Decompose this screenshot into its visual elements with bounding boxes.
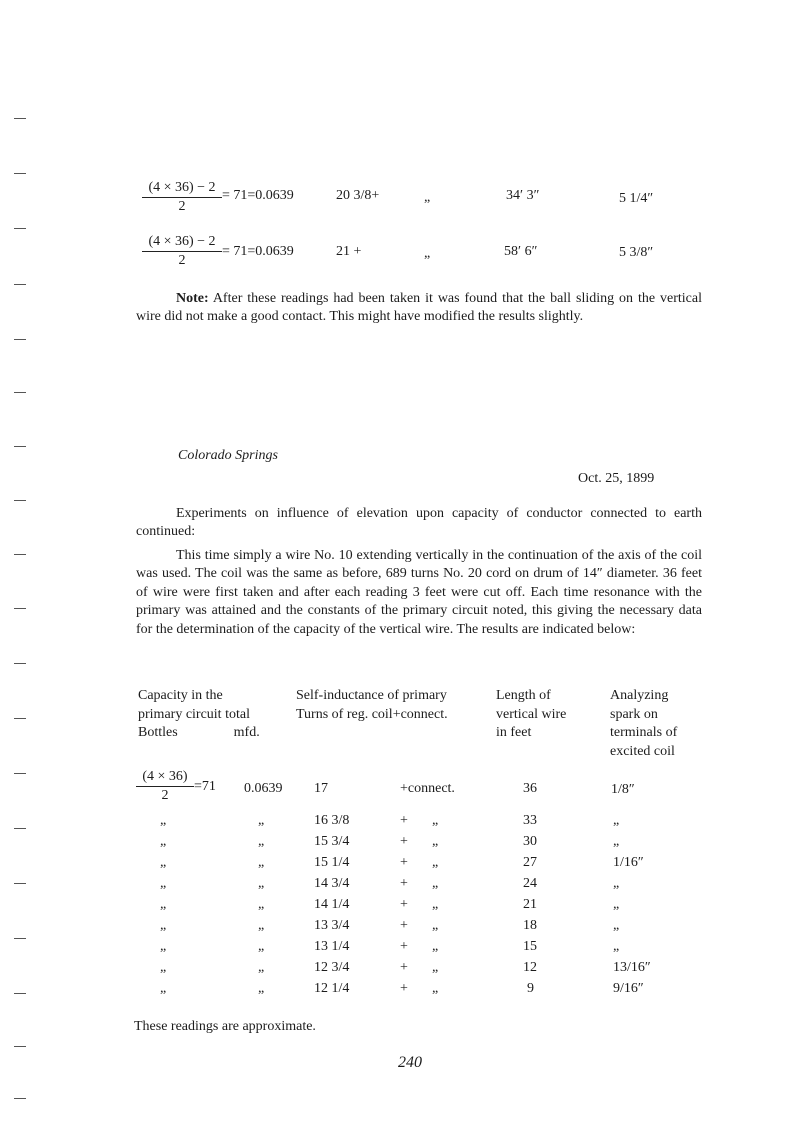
turns-value: 16 3/8 — [314, 813, 350, 828]
margin-mark — [14, 446, 26, 447]
ditto-mark: „ — [424, 246, 431, 261]
turns-value: 12 1/4 — [314, 981, 350, 996]
length-value: 24 — [523, 876, 537, 891]
connect-ditto-mark: „ — [432, 981, 439, 996]
turns-value: 14 1/4 — [314, 897, 350, 912]
connect-ditto-mark: „ — [432, 897, 439, 912]
place-heading: Colorado Springs — [178, 448, 278, 463]
connect-ditto-mark: „ — [432, 960, 439, 975]
spark-value: 1/8″ — [611, 782, 635, 797]
turns-value: 12 3/4 — [314, 960, 350, 975]
equation-value: =71 — [194, 779, 216, 794]
plus-sign: + — [400, 960, 408, 975]
note-text: After these readings had been taken it was found that the ball sliding on the vertical wire did not make a good contact. This might have modified the results slightly. — [136, 291, 702, 325]
mfd-ditto-mark: „ — [258, 918, 265, 933]
note-label: Note: — [176, 291, 209, 306]
ditto-mark: „ — [160, 855, 167, 870]
connect-ditto-mark: „ — [432, 855, 439, 870]
margin-mark — [14, 228, 26, 229]
mfd-ditto-mark: „ — [258, 939, 265, 954]
length-value: 33 — [523, 813, 537, 828]
turns-value: 21 + — [336, 244, 362, 259]
spark-value: 5 3/8″ — [619, 245, 654, 260]
turns-value: 15 3/4 — [314, 834, 350, 849]
turns-value: 13 1/4 — [314, 939, 350, 954]
ditto-mark: „ — [160, 918, 167, 933]
equation-value: = 71=0.0639 — [222, 188, 294, 203]
mfd-value: 0.0639 — [244, 781, 283, 796]
plus-sign: + — [400, 876, 408, 891]
margin-mark — [14, 1046, 26, 1047]
fraction-numerator: (4 × 36) − 2 — [148, 180, 216, 195]
spark-value: „ — [613, 876, 620, 891]
note-paragraph — [136, 290, 702, 327]
margin-mark — [14, 339, 26, 340]
plus-sign: + — [400, 981, 408, 996]
ditto-mark: „ — [160, 960, 167, 975]
spark-value: 1/16″ — [613, 855, 644, 870]
plus-sign: + — [400, 939, 408, 954]
mfd-ditto-mark: „ — [258, 897, 265, 912]
fraction-denominator: 2 — [161, 788, 169, 803]
mfd-ditto-mark: „ — [258, 855, 265, 870]
margin-mark — [14, 718, 26, 719]
spark-value: „ — [613, 918, 620, 933]
plus-sign: + — [400, 813, 408, 828]
margin-mark — [14, 392, 26, 393]
mfd-ditto-mark: „ — [258, 981, 265, 996]
length-value: 58′ 6″ — [504, 244, 538, 259]
margin-mark — [14, 938, 26, 939]
spark-value: „ — [613, 834, 620, 849]
spark-value: „ — [613, 813, 620, 828]
ditto-mark: „ — [160, 834, 167, 849]
plus-sign: + — [400, 834, 408, 849]
mfd-ditto-mark: „ — [258, 960, 265, 975]
ditto-mark: „ — [424, 190, 431, 205]
fraction — [136, 768, 194, 805]
connect-value: +connect. — [400, 781, 455, 796]
margin-mark — [14, 284, 26, 285]
ditto-mark: „ — [160, 939, 167, 954]
length-value: 34′ 3″ — [506, 188, 540, 203]
fraction-denominator: 2 — [178, 199, 186, 214]
fraction-numerator: (4 × 36) − 2 — [148, 234, 216, 249]
margin-mark — [14, 554, 26, 555]
length-value: 18 — [523, 918, 537, 933]
turns-value: 20 3/8+ — [336, 188, 380, 203]
margin-mark — [14, 993, 26, 994]
connect-ditto-mark: „ — [432, 834, 439, 849]
connect-ditto-mark: „ — [432, 876, 439, 891]
length-value: 36 — [523, 781, 537, 796]
connect-ditto-mark: „ — [432, 813, 439, 828]
intro-paragraph: Experiments on influence of elevation upon capacity of conductor connected to earth continued: — [136, 506, 702, 540]
margin-mark — [14, 608, 26, 609]
spark-value: 13/16″ — [613, 960, 651, 975]
self-inductance-header: Self-inductance of primary Turns of reg. coil+connect. — [296, 688, 448, 722]
turns-value: 13 3/4 — [314, 918, 350, 933]
length-value: 27 — [523, 855, 537, 870]
date-heading: Oct. 25, 1899 — [578, 471, 655, 486]
ditto-mark: „ — [160, 813, 167, 828]
connect-ditto-mark: „ — [432, 918, 439, 933]
description-paragraph: This time simply a wire No. 10 extending vertically in the continuation of the axis of the coil was used. The coil was the same as before, 689 turns No. 20 cord on drum of 14″ diameter. 36 feet of wire were first taken and after each reading 3 feet were cut off. Each time resonance with the primary was attained and the constants of the primary circuit noted, this giving the necessary data for the determination of the capacity of the vertical wire. The results are indicated below: — [136, 548, 702, 637]
ditto-mark: „ — [160, 897, 167, 912]
capacity-header: Capacity in the primary circuit total Bottles mfd. — [138, 688, 260, 740]
length-value: 21 — [523, 897, 537, 912]
margin-mark — [14, 663, 26, 664]
length-value: 12 — [523, 960, 537, 975]
length-value: 9 — [527, 981, 534, 996]
spark-value: 9/16″ — [613, 981, 644, 996]
margin-mark — [14, 500, 26, 501]
equation-value: = 71=0.0639 — [222, 244, 294, 259]
margin-mark — [14, 118, 26, 119]
fraction — [142, 233, 222, 270]
length-value: 30 — [523, 834, 537, 849]
length-header: Length of vertical wire in feet — [496, 688, 567, 740]
connect-ditto-mark: „ — [432, 939, 439, 954]
plus-sign: + — [400, 855, 408, 870]
ditto-mark: „ — [160, 981, 167, 996]
mfd-ditto-mark: „ — [258, 834, 265, 849]
spark-value: „ — [613, 897, 620, 912]
page-number: 240 — [398, 1054, 422, 1071]
margin-mark — [14, 173, 26, 174]
plus-sign: + — [400, 918, 408, 933]
turns-value: 17 — [314, 781, 328, 796]
footer-note: These readings are approximate. — [134, 1019, 316, 1034]
fraction — [142, 179, 222, 216]
turns-value: 15 1/4 — [314, 855, 350, 870]
spark-value: „ — [613, 939, 620, 954]
plus-sign: + — [400, 897, 408, 912]
length-value: 15 — [523, 939, 537, 954]
spark-value: 5 1/4″ — [619, 191, 654, 206]
margin-mark — [14, 1098, 26, 1099]
ditto-mark: „ — [160, 876, 167, 891]
spark-header: Analyzing spark on terminals of excited coil — [610, 688, 678, 759]
fraction-numerator: (4 × 36) — [142, 769, 188, 784]
margin-mark — [14, 883, 26, 884]
fraction-denominator: 2 — [178, 253, 186, 268]
mfd-ditto-mark: „ — [258, 813, 265, 828]
turns-value: 14 3/4 — [314, 876, 350, 891]
margin-mark — [14, 773, 26, 774]
mfd-ditto-mark: „ — [258, 876, 265, 891]
margin-mark — [14, 828, 26, 829]
